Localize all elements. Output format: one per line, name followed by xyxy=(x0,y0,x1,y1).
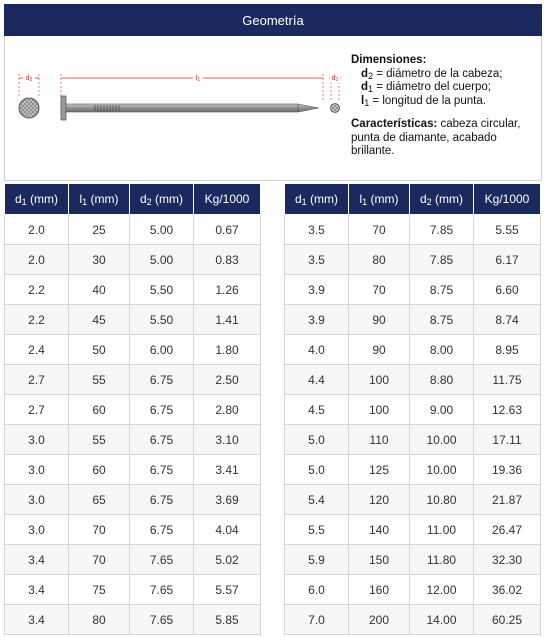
table-cell: 6.75 xyxy=(130,395,194,425)
table-cell: 3.5 xyxy=(285,215,349,245)
definition-text: = longitud de la punta. xyxy=(369,94,486,107)
table-row xyxy=(285,305,541,335)
table-cell: 100 xyxy=(349,365,410,395)
column-symbol: d xyxy=(294,192,302,206)
column-symbol: d xyxy=(139,192,147,206)
svg-text:l1 xyxy=(196,75,201,83)
definition-symbol: d xyxy=(361,81,369,93)
table-cell: 6.75 xyxy=(130,455,194,485)
table-row xyxy=(285,275,541,305)
table-cell: 110 xyxy=(349,425,410,455)
table-cell: 10.00 xyxy=(410,425,474,455)
table-cell: 5.0 xyxy=(285,425,349,455)
dimension-description xyxy=(351,54,539,159)
table-cell: 6.17 xyxy=(474,245,541,275)
column-symbol: l xyxy=(79,192,83,206)
table-cell: 2.7 xyxy=(5,395,69,425)
dimension-d2 xyxy=(19,72,39,98)
column-header xyxy=(285,184,349,215)
dimensions-table-left xyxy=(4,183,261,635)
table-cell: 6.60 xyxy=(474,275,541,305)
table-cell: 0.83 xyxy=(194,245,261,275)
column-subscript: 1 xyxy=(82,197,88,207)
table-row xyxy=(285,365,541,395)
table-row xyxy=(285,485,541,515)
column-symbol: l xyxy=(359,192,363,206)
table-row xyxy=(5,485,261,515)
column-header xyxy=(410,184,474,215)
table-row xyxy=(285,545,541,575)
table-cell: 3.0 xyxy=(5,425,69,455)
table-row xyxy=(5,245,261,275)
table-cell: 11.75 xyxy=(474,365,541,395)
definition-text: = diámetro del cuerpo; xyxy=(373,81,491,93)
table-cell: 3.41 xyxy=(194,455,261,485)
definition-text: = diámetro de la cabeza; xyxy=(373,67,503,80)
characteristics-heading: Características: xyxy=(351,118,438,130)
column-symbol: Kg/1000 xyxy=(484,192,530,206)
table-cell: 5.00 xyxy=(130,245,194,275)
table-row xyxy=(5,455,261,485)
column-symbol: d xyxy=(14,192,22,206)
table-cell: 7.65 xyxy=(130,575,194,605)
table-cell: 3.10 xyxy=(194,425,261,455)
table-cell: 12.63 xyxy=(474,395,541,425)
table-cell: 7.0 xyxy=(285,605,349,635)
column-header xyxy=(349,184,410,215)
table-cell: 8.75 xyxy=(410,305,474,335)
table-cell: 1.41 xyxy=(194,305,261,335)
nail-side-view xyxy=(61,96,319,120)
geometry-panel xyxy=(4,36,542,181)
column-symbol: d xyxy=(419,192,427,206)
table-cell: 0.67 xyxy=(194,215,261,245)
table-row xyxy=(285,425,541,455)
table-cell: 6.75 xyxy=(130,485,194,515)
column-subscript: 1 xyxy=(362,197,368,207)
table-cell: 45 xyxy=(69,305,130,335)
table-cell: 5.9 xyxy=(285,545,349,575)
table-row xyxy=(5,545,261,575)
table-cell: 5.55 xyxy=(474,215,541,245)
table-row xyxy=(5,395,261,425)
table-cell: 11.80 xyxy=(410,545,474,575)
column-header xyxy=(194,184,261,215)
table-cell: 3.9 xyxy=(285,275,349,305)
table-cell: 60.25 xyxy=(474,605,541,635)
table-cell: 3.9 xyxy=(285,305,349,335)
table-cell: 6.75 xyxy=(130,365,194,395)
table-cell: 1.80 xyxy=(194,335,261,365)
table-cell: 7.65 xyxy=(130,545,194,575)
table-cell: 3.0 xyxy=(5,515,69,545)
section-title xyxy=(4,4,542,36)
table-cell: 9.00 xyxy=(410,395,474,425)
table-cell: 50 xyxy=(69,335,130,365)
table-cell: 3.4 xyxy=(5,545,69,575)
table-cell: 100 xyxy=(349,395,410,425)
table-cell: 11.00 xyxy=(410,515,474,545)
table-cell: 2.80 xyxy=(194,395,261,425)
definition-subscript: 1 xyxy=(364,97,370,108)
table-cell: 7.65 xyxy=(130,605,194,635)
table-cell: 5.57 xyxy=(194,575,261,605)
table-cell: 1.26 xyxy=(194,275,261,305)
table-cell: 7.85 xyxy=(410,215,474,245)
table-cell: 6.00 xyxy=(130,335,194,365)
table-cell: 90 xyxy=(349,305,410,335)
dimension-definition xyxy=(351,95,539,109)
table-cell: 140 xyxy=(349,515,410,545)
column-unit: (mm) xyxy=(87,192,119,206)
table-cell: 6.0 xyxy=(285,575,349,605)
table-cell: 12.00 xyxy=(410,575,474,605)
table-cell: 2.7 xyxy=(5,365,69,395)
table-cell: 7.85 xyxy=(410,245,474,275)
table-row xyxy=(5,275,261,305)
table-cell: 17.11 xyxy=(474,425,541,455)
table-cell: 2.0 xyxy=(5,245,69,275)
table-cell: 6.75 xyxy=(130,515,194,545)
table-cell: 5.0 xyxy=(285,455,349,485)
table-cell: 75 xyxy=(69,575,130,605)
column-subscript: 2 xyxy=(426,197,432,207)
svg-text:d1 xyxy=(332,75,339,83)
table-row xyxy=(285,605,541,635)
table-cell: 80 xyxy=(69,605,130,635)
table-cell: 8.80 xyxy=(410,365,474,395)
table-cell: 2.2 xyxy=(5,275,69,305)
table-cell: 4.4 xyxy=(285,365,349,395)
table-cell: 3.0 xyxy=(5,485,69,515)
table-header-row xyxy=(285,184,541,215)
table-cell: 80 xyxy=(349,245,410,275)
table-cell: 5.50 xyxy=(130,305,194,335)
table-row xyxy=(285,395,541,425)
svg-text:d2 xyxy=(26,75,33,83)
table-cell: 4.04 xyxy=(194,515,261,545)
table-cell: 160 xyxy=(349,575,410,605)
table-row xyxy=(5,605,261,635)
table-cell: 10.80 xyxy=(410,485,474,515)
column-unit: (mm) xyxy=(151,192,184,206)
column-unit: (mm) xyxy=(26,192,59,206)
table-header-row xyxy=(5,184,261,215)
table-cell: 32.30 xyxy=(474,545,541,575)
table-cell: 10.00 xyxy=(410,455,474,485)
column-subscript: 1 xyxy=(301,197,307,207)
table-cell: 3.4 xyxy=(5,575,69,605)
label-d1: d xyxy=(331,75,336,82)
characteristics xyxy=(351,118,539,159)
column-header xyxy=(130,184,194,215)
table-cell: 4.5 xyxy=(285,395,349,425)
dimension-definition xyxy=(351,81,539,95)
table-cell: 60 xyxy=(69,395,130,425)
table-cell: 60 xyxy=(69,455,130,485)
table-row xyxy=(285,245,541,275)
table-cell: 6.75 xyxy=(130,425,194,455)
table-cell: 5.85 xyxy=(194,605,261,635)
column-header xyxy=(474,184,541,215)
column-header xyxy=(5,184,69,215)
table-row xyxy=(285,455,541,485)
table-cell: 5.02 xyxy=(194,545,261,575)
table-cell: 8.95 xyxy=(474,335,541,365)
table-cell: 3.5 xyxy=(285,245,349,275)
label-l1-sub: 1 xyxy=(197,77,201,83)
column-header xyxy=(69,184,130,215)
dimensions-table-right xyxy=(284,183,541,635)
table-cell: 5.00 xyxy=(130,215,194,245)
table-row xyxy=(5,305,261,335)
table-cell: 55 xyxy=(69,425,130,455)
label-d1-sub: 1 xyxy=(335,77,339,83)
section-title-text: Geometría xyxy=(242,12,304,28)
characteristics-text: cabeza circular, punta de diamante, acabado brillante. xyxy=(351,118,521,157)
definition-symbol: d xyxy=(361,67,369,80)
column-subscript: 1 xyxy=(21,197,27,207)
nail-diagram xyxy=(9,64,345,134)
dimension-definition xyxy=(351,68,539,82)
table-cell: 8.00 xyxy=(410,335,474,365)
label-d2-sub: 2 xyxy=(29,77,33,83)
table-row xyxy=(285,215,541,245)
column-subscript: 2 xyxy=(146,197,152,207)
table-row xyxy=(5,335,261,365)
label-l1: l xyxy=(195,75,198,82)
dimensions-heading: Dimensiones: xyxy=(351,54,427,66)
table-cell: 70 xyxy=(69,515,130,545)
table-cell: 70 xyxy=(69,545,130,575)
table-cell: 70 xyxy=(349,215,410,245)
definition-symbol: l xyxy=(361,94,365,107)
nail-head-end-view xyxy=(19,98,39,118)
dimension-l1 xyxy=(61,73,323,102)
dimension-definitions xyxy=(351,68,539,109)
table-cell: 125 xyxy=(349,455,410,485)
table-cell: 55 xyxy=(69,365,130,395)
table-row xyxy=(5,575,261,605)
column-symbol: Kg/1000 xyxy=(204,192,250,206)
table-row xyxy=(285,335,541,365)
definition-subscript: 1 xyxy=(368,84,374,94)
table-row xyxy=(5,425,261,455)
label-d2: d xyxy=(25,75,30,82)
table-cell: 2.4 xyxy=(5,335,69,365)
table-cell: 5.5 xyxy=(285,515,349,545)
table-cell: 3.0 xyxy=(5,455,69,485)
table-row xyxy=(285,515,541,545)
table-cell: 21.87 xyxy=(474,485,541,515)
dimension-d1 xyxy=(329,73,341,113)
table-cell: 3.4 xyxy=(5,605,69,635)
table-cell: 5.4 xyxy=(285,485,349,515)
table-cell: 2.2 xyxy=(5,305,69,335)
table-cell: 40 xyxy=(69,275,130,305)
column-unit: (mm) xyxy=(306,192,339,206)
table-cell: 26.47 xyxy=(474,515,541,545)
table-cell: 36.02 xyxy=(474,575,541,605)
table-cell: 4.0 xyxy=(285,335,349,365)
definition-subscript: 2 xyxy=(368,70,374,81)
table-cell: 25 xyxy=(69,215,130,245)
table-cell: 70 xyxy=(349,275,410,305)
table-cell: 2.0 xyxy=(5,215,69,245)
table-cell: 8.74 xyxy=(474,305,541,335)
table-cell: 120 xyxy=(349,485,410,515)
table-row xyxy=(285,575,541,605)
column-unit: (mm) xyxy=(431,192,464,206)
table-cell: 5.50 xyxy=(130,275,194,305)
table-cell: 90 xyxy=(349,335,410,365)
table-cell: 65 xyxy=(69,485,130,515)
table-cell: 30 xyxy=(69,245,130,275)
table-cell: 2.50 xyxy=(194,365,261,395)
table-row xyxy=(5,215,261,245)
table-cell: 200 xyxy=(349,605,410,635)
table-cell: 150 xyxy=(349,545,410,575)
table-cell: 14.00 xyxy=(410,605,474,635)
table-row xyxy=(5,515,261,545)
table-row xyxy=(5,365,261,395)
table-cell: 3.69 xyxy=(194,485,261,515)
table-cell: 19.36 xyxy=(474,455,541,485)
table-cell: 8.75 xyxy=(410,275,474,305)
column-unit: (mm) xyxy=(367,192,399,206)
